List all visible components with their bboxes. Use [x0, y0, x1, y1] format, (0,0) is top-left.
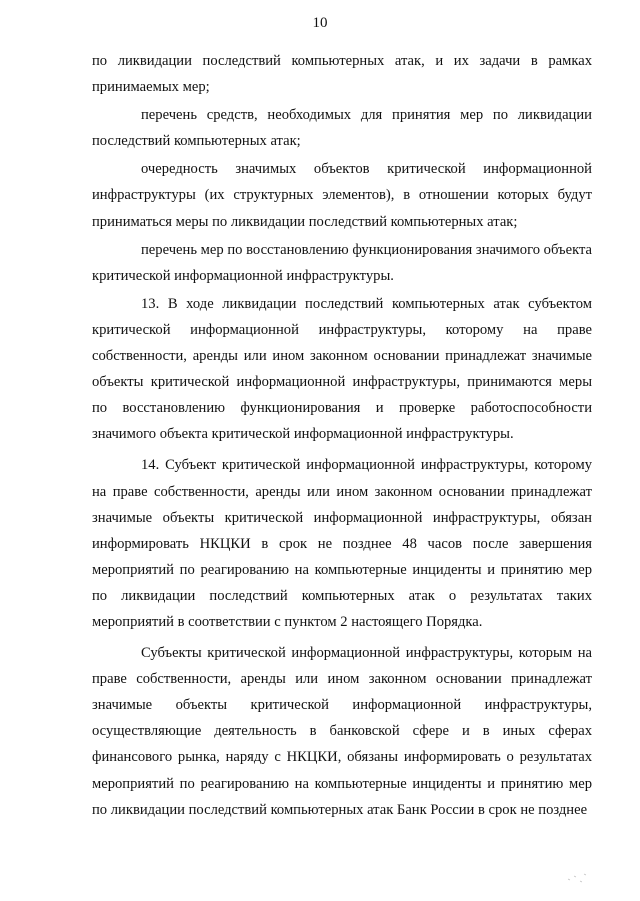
paragraph-continuation: по ликвидации последствий компьютерных атак, и их задачи в рамках принимаемых мер;: [92, 53, 592, 96]
page-number: 10: [312, 15, 328, 31]
scan-artifact: [566, 873, 588, 885]
document-body: [92, 48, 592, 823]
paragraph-clause-13: 13. В ходе ликвидации последствий компьютерных атак субъектом критической информационной инфраструктуры, которому на праве собственности, аренды или ином законном основании принадлежат значимые объекты критической информационной инфраструктуры, принимаются меры по восстановлению функционирования и проверке работоспособности значимого объекта критической информационной инфраструктуры.: [92, 295, 592, 443]
paragraph-clause-14: 14. Субъект критической информационной инфраструктуры, которому на праве собственности, аренды или ином законном основании принадлежат значимые объекты критической информационной инфраструктуры, обязан информировать НКЦКИ в срок не позднее 48 часов после завершения мероприятий по реагированию на компьютерные инциденты и принятию мер по ликвидации последствий компьютерных атак о результатах таких мероприятий в соответствии с пунктом 2 настоящего Порядка.: [92, 457, 592, 630]
paragraph-clause-14-banking: Субъекты критической информационной инфраструктуры, которым на праве собственности, аренды или ином законном основании принадлежат значимые объекты критической информационной инфраструктуры, осуществляющие деятельность в банковской сфере и в иных сферах финансового рынка, наряду с НКЦКИ, обязаны информировать о результатах мероприятий по реагированию на компьютерные инциденты и принятию мер по ликвидации последствий компьютерных атак Банк России в срок не позднее: [92, 645, 592, 818]
paragraph-list-item: очередность значимых объектов критической информационной инфраструктуры (их структурных элементов), в отношении которых будут приниматься меры по ликвидации последствий компьютерных атак;: [92, 161, 592, 230]
paragraph-list-item: перечень средств, необходимых для принятия мер по ликвидации последствий компьютерных атак;: [92, 107, 592, 150]
paragraph-list-item: перечень мер по восстановлению функционирования значимого объекта критической информационной инфраструктуры.: [92, 241, 592, 284]
